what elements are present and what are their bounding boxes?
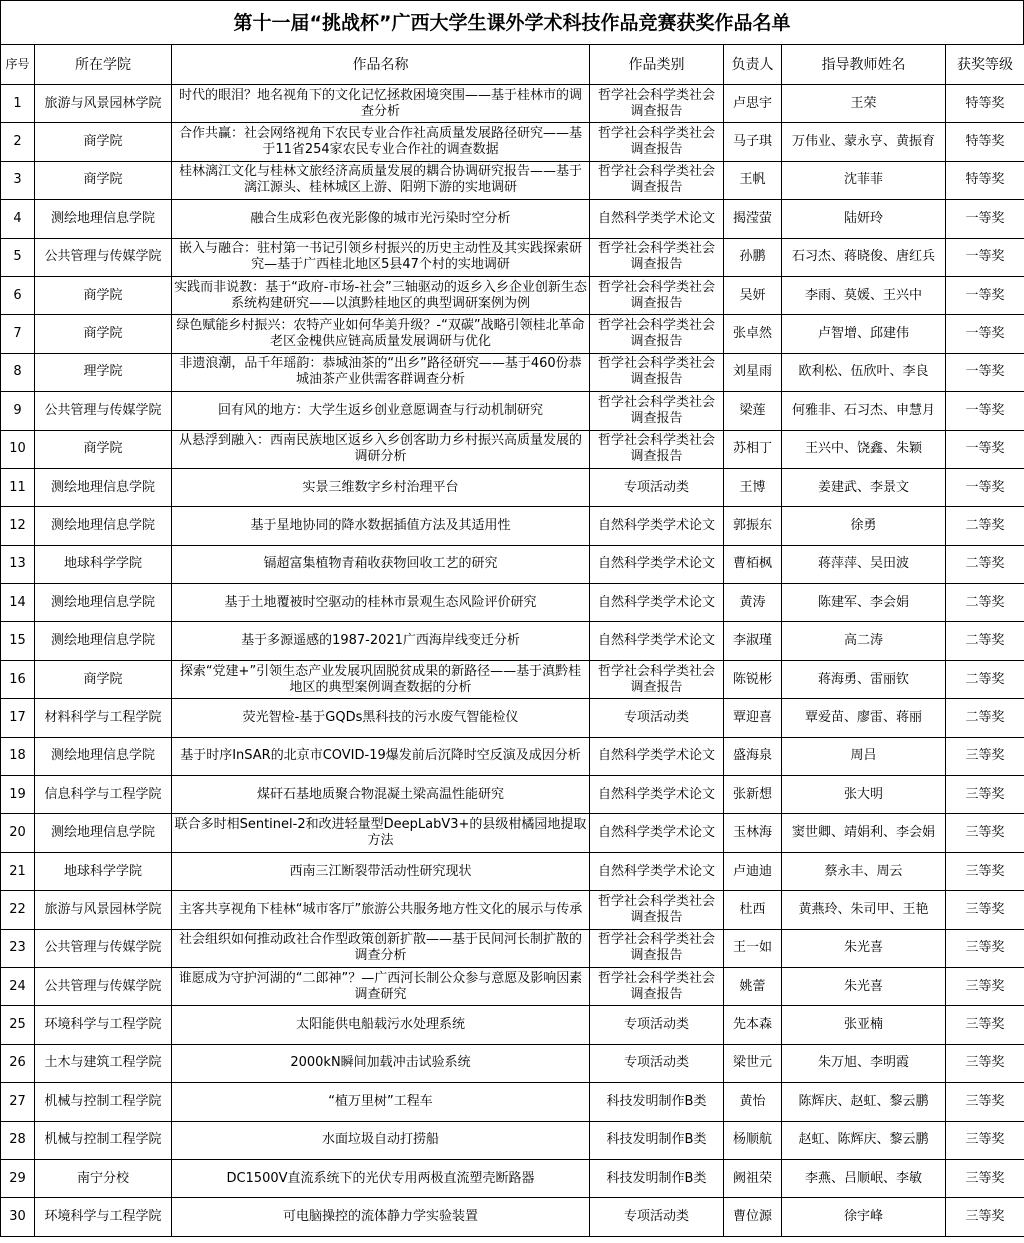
cell-award: 三等奖 (946, 967, 1024, 1005)
cell-work: 可电脑操控的流体静力学实验装置 (172, 1198, 590, 1236)
cell-advisor: 蒋萍萍、吴田波 (782, 545, 946, 583)
cell-seq: 5 (1, 238, 35, 276)
cell-category: 自然科学类学术论文 (590, 776, 724, 814)
cell-advisor: 赵虹、陈辉庆、黎云鹏 (782, 1121, 946, 1159)
cell-work: 嵌入与融合：驻村第一书记引领乡村振兴的历史主动性及其实践探索研究—基于广西桂北地区5县47个村的实地调研 (172, 238, 590, 276)
cell-leader: 王博 (724, 468, 782, 506)
table-row (1, 852, 1024, 890)
cell-award: 一等奖 (946, 200, 1024, 238)
cell-college: 商学院 (35, 430, 172, 468)
cell-work: 2000kN瞬间加载冲击试验系统 (172, 1044, 590, 1082)
cell-advisor: 张大明 (782, 776, 946, 814)
cell-work: 基于多源遥感的1987-2021广西海岸线变迁分析 (172, 622, 590, 660)
cell-seq: 19 (1, 776, 35, 814)
cell-advisor: 欧利松、伍欣叶、李良 (782, 353, 946, 391)
cell-seq: 3 (1, 161, 35, 199)
cell-seq: 9 (1, 392, 35, 430)
cell-category: 哲学社会科学类社会调查报告 (590, 238, 724, 276)
cell-award: 一等奖 (946, 468, 1024, 506)
table-row (1, 85, 1024, 123)
cell-advisor: 朱万旭、李明霞 (782, 1044, 946, 1082)
header-college: 所在学院 (35, 45, 172, 85)
cell-college: 公共管理与传媒学院 (35, 392, 172, 430)
cell-work: 非遗浪潮，品千年瑶韵：恭城油茶的“出乡”路径研究——基于460份恭城油茶产业供需客群调查分析 (172, 353, 590, 391)
cell-leader: 梁莲 (724, 392, 782, 430)
cell-college: 旅游与风景园林学院 (35, 85, 172, 123)
cell-seq: 2 (1, 123, 35, 161)
cell-category: 哲学社会科学类社会调查报告 (590, 891, 724, 929)
cell-work: 太阳能供电船载污水处理系统 (172, 1006, 590, 1044)
cell-leader: 卢迪迪 (724, 852, 782, 890)
cell-college: 商学院 (35, 276, 172, 314)
cell-category: 哲学社会科学类社会调查报告 (590, 123, 724, 161)
cell-leader: 姚蕾 (724, 967, 782, 1005)
cell-advisor: 石习杰、蒋晓俊、唐红兵 (782, 238, 946, 276)
cell-work: 探索“党建+”引领生态产业发展巩固脱贫成果的新路径——基于滇黔桂地区的典型案例调查数据的分析 (172, 660, 590, 698)
table-row (1, 1121, 1024, 1159)
table-row (1, 584, 1024, 622)
table-row (1, 392, 1024, 430)
cell-category: 哲学社会科学类社会调查报告 (590, 392, 724, 430)
table-row (1, 468, 1024, 506)
cell-advisor: 王兴中、饶鑫、朱颖 (782, 430, 946, 468)
cell-college: 理学院 (35, 353, 172, 391)
cell-seq: 26 (1, 1044, 35, 1082)
cell-work: 荧光智检-基于GQDs黑科技的污水废气智能检仪 (172, 699, 590, 737)
cell-leader: 曹栢枫 (724, 545, 782, 583)
cell-category: 哲学社会科学类社会调查报告 (590, 353, 724, 391)
table-row (1, 1044, 1024, 1082)
cell-work: 合作共赢：社会网络视角下农民专业合作社高质量发展路径研究——基于11省254家农民专业合作社的调查数据 (172, 123, 590, 161)
cell-leader: 先本森 (724, 1006, 782, 1044)
cell-category: 哲学社会科学类社会调查报告 (590, 660, 724, 698)
cell-leader: 覃迎喜 (724, 699, 782, 737)
cell-award: 特等奖 (946, 123, 1024, 161)
cell-award: 三等奖 (946, 737, 1024, 775)
cell-work: 从悬浮到融入：西南民族地区返乡入乡创客助力乡村振兴高质量发展的调研分析 (172, 430, 590, 468)
table-row (1, 967, 1024, 1005)
cell-seq: 27 (1, 1083, 35, 1121)
table-row (1, 1159, 1024, 1197)
cell-award: 二等奖 (946, 699, 1024, 737)
cell-award: 特等奖 (946, 161, 1024, 199)
cell-leader: 孙鹏 (724, 238, 782, 276)
cell-seq: 14 (1, 584, 35, 622)
cell-category: 哲学社会科学类社会调查报告 (590, 929, 724, 967)
table-row (1, 161, 1024, 199)
cell-award: 二等奖 (946, 545, 1024, 583)
cell-category: 科技发明制作B类 (590, 1159, 724, 1197)
header-award: 获奖等级 (946, 45, 1024, 85)
cell-seq: 13 (1, 545, 35, 583)
table-row (1, 622, 1024, 660)
cell-college: 商学院 (35, 161, 172, 199)
cell-seq: 22 (1, 891, 35, 929)
cell-seq: 21 (1, 852, 35, 890)
cell-advisor: 张亚楠 (782, 1006, 946, 1044)
cell-seq: 10 (1, 430, 35, 468)
table-row (1, 737, 1024, 775)
cell-leader: 梁世元 (724, 1044, 782, 1082)
cell-leader: 王一如 (724, 929, 782, 967)
cell-award: 一等奖 (946, 238, 1024, 276)
cell-leader: 郭振东 (724, 507, 782, 545)
cell-college: 测绘地理信息学院 (35, 737, 172, 775)
cell-college: 材料科学与工程学院 (35, 699, 172, 737)
cell-award: 三等奖 (946, 1198, 1024, 1236)
cell-category: 哲学社会科学类社会调查报告 (590, 276, 724, 314)
cell-work: 联合多时相Sentinel-2和改进轻量型DeepLabV3+的县级柑橘园地提取方法 (172, 814, 590, 852)
cell-seq: 23 (1, 929, 35, 967)
cell-award: 一等奖 (946, 353, 1024, 391)
cell-work: 主客共享视角下桂林“城市客厅”旅游公共服务地方性文化的展示与传承 (172, 891, 590, 929)
cell-seq: 11 (1, 468, 35, 506)
table-row (1, 660, 1024, 698)
cell-category: 专项活动类 (590, 1044, 724, 1082)
cell-college: 旅游与风景园林学院 (35, 891, 172, 929)
cell-advisor: 周吕 (782, 737, 946, 775)
cell-work: 镉超富集植物青葙收获物回收工艺的研究 (172, 545, 590, 583)
cell-work: 绿色赋能乡村振兴：农特产业如何华美升级？-“双碳”战略引领桂北革命老区金槐供应链高质量发展调研与优化 (172, 315, 590, 353)
table-row (1, 430, 1024, 468)
cell-college: 公共管理与传媒学院 (35, 967, 172, 1005)
cell-college: 商学院 (35, 123, 172, 161)
cell-leader: 李淑瑾 (724, 622, 782, 660)
cell-work: 实景三维数字乡村治理平台 (172, 468, 590, 506)
cell-seq: 7 (1, 315, 35, 353)
cell-award: 二等奖 (946, 660, 1024, 698)
cell-seq: 24 (1, 967, 35, 1005)
cell-seq: 8 (1, 353, 35, 391)
cell-category: 自然科学类学术论文 (590, 545, 724, 583)
cell-advisor: 朱光喜 (782, 967, 946, 1005)
cell-work: 实践而非说教：基于“政府-市场-社会”三轴驱动的返乡入乡企业创新生态系统构建研究——以滇黔桂地区的典型调研案例为例 (172, 276, 590, 314)
cell-category: 专项活动类 (590, 1198, 724, 1236)
table-row (1, 353, 1024, 391)
cell-advisor: 徐勇 (782, 507, 946, 545)
cell-category: 哲学社会科学类社会调查报告 (590, 967, 724, 1005)
cell-award: 三等奖 (946, 1159, 1024, 1197)
cell-category: 哲学社会科学类社会调查报告 (590, 161, 724, 199)
cell-work: 谁愿成为守护河湖的“二郎神”？—广西河长制公众参与意愿及影响因素调查研究 (172, 967, 590, 1005)
cell-advisor: 沈菲菲 (782, 161, 946, 199)
cell-advisor: 徐宇峰 (782, 1198, 946, 1236)
cell-seq: 29 (1, 1159, 35, 1197)
cell-advisor: 蒋海勇、雷丽钦 (782, 660, 946, 698)
cell-college: 环境科学与工程学院 (35, 1198, 172, 1236)
cell-college: 机械与控制工程学院 (35, 1121, 172, 1159)
cell-category: 哲学社会科学类社会调查报告 (590, 430, 724, 468)
cell-advisor: 何雅非、石习杰、申慧月 (782, 392, 946, 430)
cell-college: 商学院 (35, 315, 172, 353)
cell-category: 科技发明制作B类 (590, 1083, 724, 1121)
header-advisor: 指导教师姓名 (782, 45, 946, 85)
cell-category: 专项活动类 (590, 468, 724, 506)
cell-award: 一等奖 (946, 276, 1024, 314)
cell-category: 自然科学类学术论文 (590, 814, 724, 852)
cell-leader: 杨顺航 (724, 1121, 782, 1159)
cell-leader: 黄怡 (724, 1083, 782, 1121)
table-row (1, 315, 1024, 353)
cell-leader: 吴妍 (724, 276, 782, 314)
cell-leader: 揭滢萤 (724, 200, 782, 238)
cell-college: 测绘地理信息学院 (35, 622, 172, 660)
cell-category: 专项活动类 (590, 699, 724, 737)
cell-work: 水面垃圾自动打捞船 (172, 1121, 590, 1159)
cell-advisor: 覃爱苗、廖雷、蒋丽 (782, 699, 946, 737)
cell-category: 自然科学类学术论文 (590, 507, 724, 545)
cell-college: 测绘地理信息学院 (35, 200, 172, 238)
cell-work: 时代的眼泪？地名视角下的文化记忆拯救困境突围——基于桂林市的调查分析 (172, 85, 590, 123)
cell-advisor: 陈建军、李会娟 (782, 584, 946, 622)
cell-category: 专项活动类 (590, 1006, 724, 1044)
cell-leader: 曹位源 (724, 1198, 782, 1236)
cell-award: 三等奖 (946, 852, 1024, 890)
cell-advisor: 姜建武、李景文 (782, 468, 946, 506)
cell-leader: 马子琪 (724, 123, 782, 161)
cell-work: 社会组织如何推动政社合作型政策创新扩散——基于民间河长制扩散的调查分析 (172, 929, 590, 967)
cell-award: 三等奖 (946, 891, 1024, 929)
cell-award: 一等奖 (946, 392, 1024, 430)
cell-award: 特等奖 (946, 85, 1024, 123)
cell-award: 二等奖 (946, 622, 1024, 660)
cell-seq: 15 (1, 622, 35, 660)
header-work: 作品名称 (172, 45, 590, 85)
cell-college: 地球科学学院 (35, 545, 172, 583)
cell-seq: 20 (1, 814, 35, 852)
cell-leader: 苏相丁 (724, 430, 782, 468)
cell-award: 三等奖 (946, 1121, 1024, 1159)
table-row (1, 776, 1024, 814)
cell-college: 公共管理与传媒学院 (35, 238, 172, 276)
header-category: 作品类别 (590, 45, 724, 85)
cell-leader: 王帆 (724, 161, 782, 199)
cell-category: 哲学社会科学类社会调查报告 (590, 85, 724, 123)
cell-advisor: 黄燕玲、朱司甲、王艳 (782, 891, 946, 929)
cell-leader: 张卓然 (724, 315, 782, 353)
cell-seq: 1 (1, 85, 35, 123)
cell-college: 测绘地理信息学院 (35, 584, 172, 622)
cell-award: 三等奖 (946, 1044, 1024, 1082)
cell-college: 商学院 (35, 660, 172, 698)
cell-award: 三等奖 (946, 1083, 1024, 1121)
page-title: 第十一届“挑战杯”广西大学生课外学术科技作品竞赛获奖作品名单 (0, 0, 1024, 44)
cell-award: 二等奖 (946, 507, 1024, 545)
cell-advisor: 窦世卿、靖娟利、李会娟 (782, 814, 946, 852)
table-row (1, 929, 1024, 967)
cell-work: 西南三江断裂带活动性研究现状 (172, 852, 590, 890)
table-row (1, 238, 1024, 276)
cell-college: 地球科学学院 (35, 852, 172, 890)
table-row (1, 200, 1024, 238)
cell-college: 测绘地理信息学院 (35, 814, 172, 852)
table-row (1, 1006, 1024, 1044)
cell-category: 哲学社会科学类社会调查报告 (590, 315, 724, 353)
table-row (1, 1083, 1024, 1121)
table-row (1, 891, 1024, 929)
cell-leader: 张新想 (724, 776, 782, 814)
cell-college: 南宁分校 (35, 1159, 172, 1197)
table-row (1, 1198, 1024, 1236)
cell-work: 回有风的地方：大学生返乡创业意愿调查与行动机制研究 (172, 392, 590, 430)
cell-seq: 6 (1, 276, 35, 314)
cell-college: 测绘地理信息学院 (35, 507, 172, 545)
cell-award: 三等奖 (946, 1006, 1024, 1044)
cell-advisor: 李燕、吕顺岷、李敏 (782, 1159, 946, 1197)
cell-advisor: 蔡永丰、周云 (782, 852, 946, 890)
cell-advisor: 李雨、莫媛、王兴中 (782, 276, 946, 314)
award-table (0, 44, 1024, 1237)
cell-work: 基于土地覆被时空驱动的桂林市景观生态风险评价研究 (172, 584, 590, 622)
cell-award: 一等奖 (946, 430, 1024, 468)
cell-leader: 陈锐彬 (724, 660, 782, 698)
cell-award: 三等奖 (946, 776, 1024, 814)
cell-college: 机械与控制工程学院 (35, 1083, 172, 1121)
cell-category: 自然科学类学术论文 (590, 737, 724, 775)
cell-category: 科技发明制作B类 (590, 1121, 724, 1159)
cell-advisor: 卢智增、邱建伟 (782, 315, 946, 353)
cell-college: 信息科学与工程学院 (35, 776, 172, 814)
cell-leader: 玉林海 (724, 814, 782, 852)
header-leader: 负责人 (724, 45, 782, 85)
cell-seq: 16 (1, 660, 35, 698)
cell-seq: 17 (1, 699, 35, 737)
cell-category: 自然科学类学术论文 (590, 584, 724, 622)
cell-award: 三等奖 (946, 929, 1024, 967)
table-row (1, 276, 1024, 314)
cell-work: DC1500V直流系统下的光伏专用两极直流塑壳断路器 (172, 1159, 590, 1197)
cell-advisor: 万伟业、蒙永亨、黄振育 (782, 123, 946, 161)
cell-leader: 盛海泉 (724, 737, 782, 775)
cell-college: 环境科学与工程学院 (35, 1006, 172, 1044)
cell-award: 三等奖 (946, 814, 1024, 852)
table-row (1, 545, 1024, 583)
cell-seq: 30 (1, 1198, 35, 1236)
cell-work: “植万里树”工程车 (172, 1083, 590, 1121)
cell-leader: 刘星雨 (724, 353, 782, 391)
cell-seq: 28 (1, 1121, 35, 1159)
cell-seq: 25 (1, 1006, 35, 1044)
cell-advisor: 陈辉庆、赵虹、黎云鹏 (782, 1083, 946, 1121)
cell-college: 测绘地理信息学院 (35, 468, 172, 506)
table-row (1, 507, 1024, 545)
cell-category: 自然科学类学术论文 (590, 852, 724, 890)
cell-college: 土木与建筑工程学院 (35, 1044, 172, 1082)
cell-work: 基于星地协同的降水数据插值方法及其适用性 (172, 507, 590, 545)
table-row (1, 699, 1024, 737)
cell-work: 基于时序InSAR的北京市COVID-19爆发前后沉降时空反演及成因分析 (172, 737, 590, 775)
table-row (1, 814, 1024, 852)
header-seq: 序号 (1, 45, 35, 85)
cell-work: 煤矸石基地质聚合物混凝土梁高温性能研究 (172, 776, 590, 814)
cell-leader: 黄涛 (724, 584, 782, 622)
cell-leader: 卢思宇 (724, 85, 782, 123)
cell-college: 公共管理与传媒学院 (35, 929, 172, 967)
cell-award: 二等奖 (946, 584, 1024, 622)
table-body (1, 85, 1024, 1237)
cell-seq: 12 (1, 507, 35, 545)
cell-seq: 4 (1, 200, 35, 238)
cell-advisor: 高二涛 (782, 622, 946, 660)
cell-work: 桂林漓江文化与桂林文旅经济高质量发展的耦合协调研究报告——基于漓江源头、桂林城区上游、阳朔下游的实地调研 (172, 161, 590, 199)
cell-advisor: 陆妍玲 (782, 200, 946, 238)
cell-leader: 杜西 (724, 891, 782, 929)
table-row (1, 123, 1024, 161)
cell-advisor: 王荣 (782, 85, 946, 123)
cell-award: 一等奖 (946, 315, 1024, 353)
cell-category: 自然科学类学术论文 (590, 622, 724, 660)
header-row (1, 45, 1024, 85)
cell-work: 融合生成彩色夜光影像的城市光污染时空分析 (172, 200, 590, 238)
cell-advisor: 朱光喜 (782, 929, 946, 967)
cell-seq: 18 (1, 737, 35, 775)
cell-leader: 阙祖荣 (724, 1159, 782, 1197)
cell-category: 自然科学类学术论文 (590, 200, 724, 238)
